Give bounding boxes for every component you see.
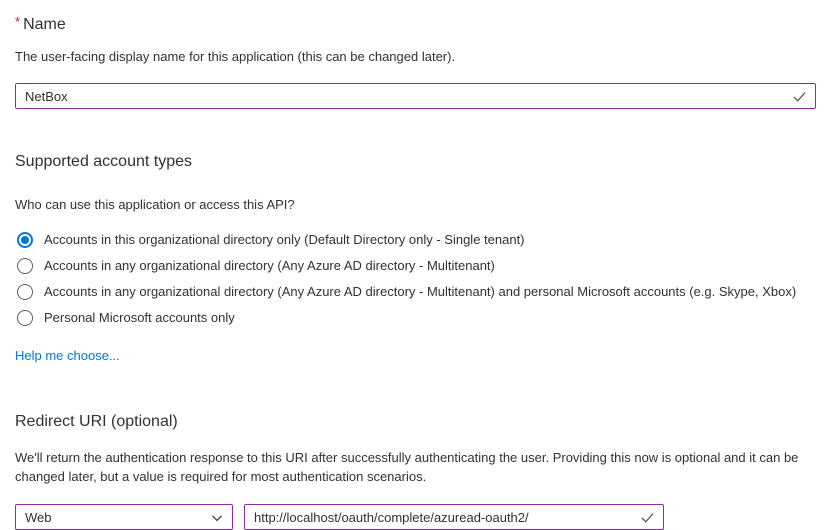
name-heading-label: Name [23,16,66,33]
radio-unselected-icon[interactable] [17,258,33,274]
radio-option-label: Accounts in any organizational directory (Any Azure AD directory - Multitenant) and personal Microsoft accounts (e.g. Skype, Xbox) [44,284,797,299]
radio-option-multitenant[interactable] [15,253,815,279]
redirect-uri-input-wrap [244,504,664,530]
radio-option-label: Accounts in this organizational directory only (Default Directory only - Single tenant) [44,232,525,247]
radio-option-label: Personal Microsoft accounts only [44,310,235,325]
account-types-radio-group [15,227,815,331]
account-types-question: Who can use this application or access this API? [15,197,295,212]
radio-unselected-icon[interactable] [17,284,33,300]
redirect-uri-controls [15,504,815,530]
name-section [15,12,815,109]
redirect-uri-input[interactable] [244,504,664,530]
radio-selected-icon[interactable] [17,232,33,248]
redirect-uri-description: We'll return the authentication response to this URI after successfully authenticating the user. Providing this now is optional and it can be changed later, but a value is required for most authentication scenarios. [15,450,799,484]
radio-option-single-tenant[interactable] [15,227,815,253]
redirect-uri-section [15,412,815,530]
platform-select-dropdown[interactable] [15,504,233,530]
radio-option-personal-only[interactable] [15,305,815,331]
name-input-wrap [15,83,816,109]
platform-select-value: Web [25,509,52,525]
help-me-choose-link[interactable]: Help me choose... [15,348,120,363]
name-input[interactable] [15,83,816,109]
supported-account-types-heading: Supported account types [15,153,193,170]
radio-unselected-icon[interactable] [17,310,33,326]
required-asterisk: * [15,14,21,29]
redirect-uri-heading: Redirect URI (optional) [15,413,178,430]
name-heading [15,12,815,35]
radio-option-label: Accounts in any organizational directory (Any Azure AD directory - Multitenant) [44,258,495,273]
chevron-down-icon [210,511,224,525]
radio-option-multitenant-personal[interactable] [15,279,815,305]
supported-account-types-section [15,152,815,365]
name-description: The user-facing display name for this application (this can be changed later). [15,49,456,64]
